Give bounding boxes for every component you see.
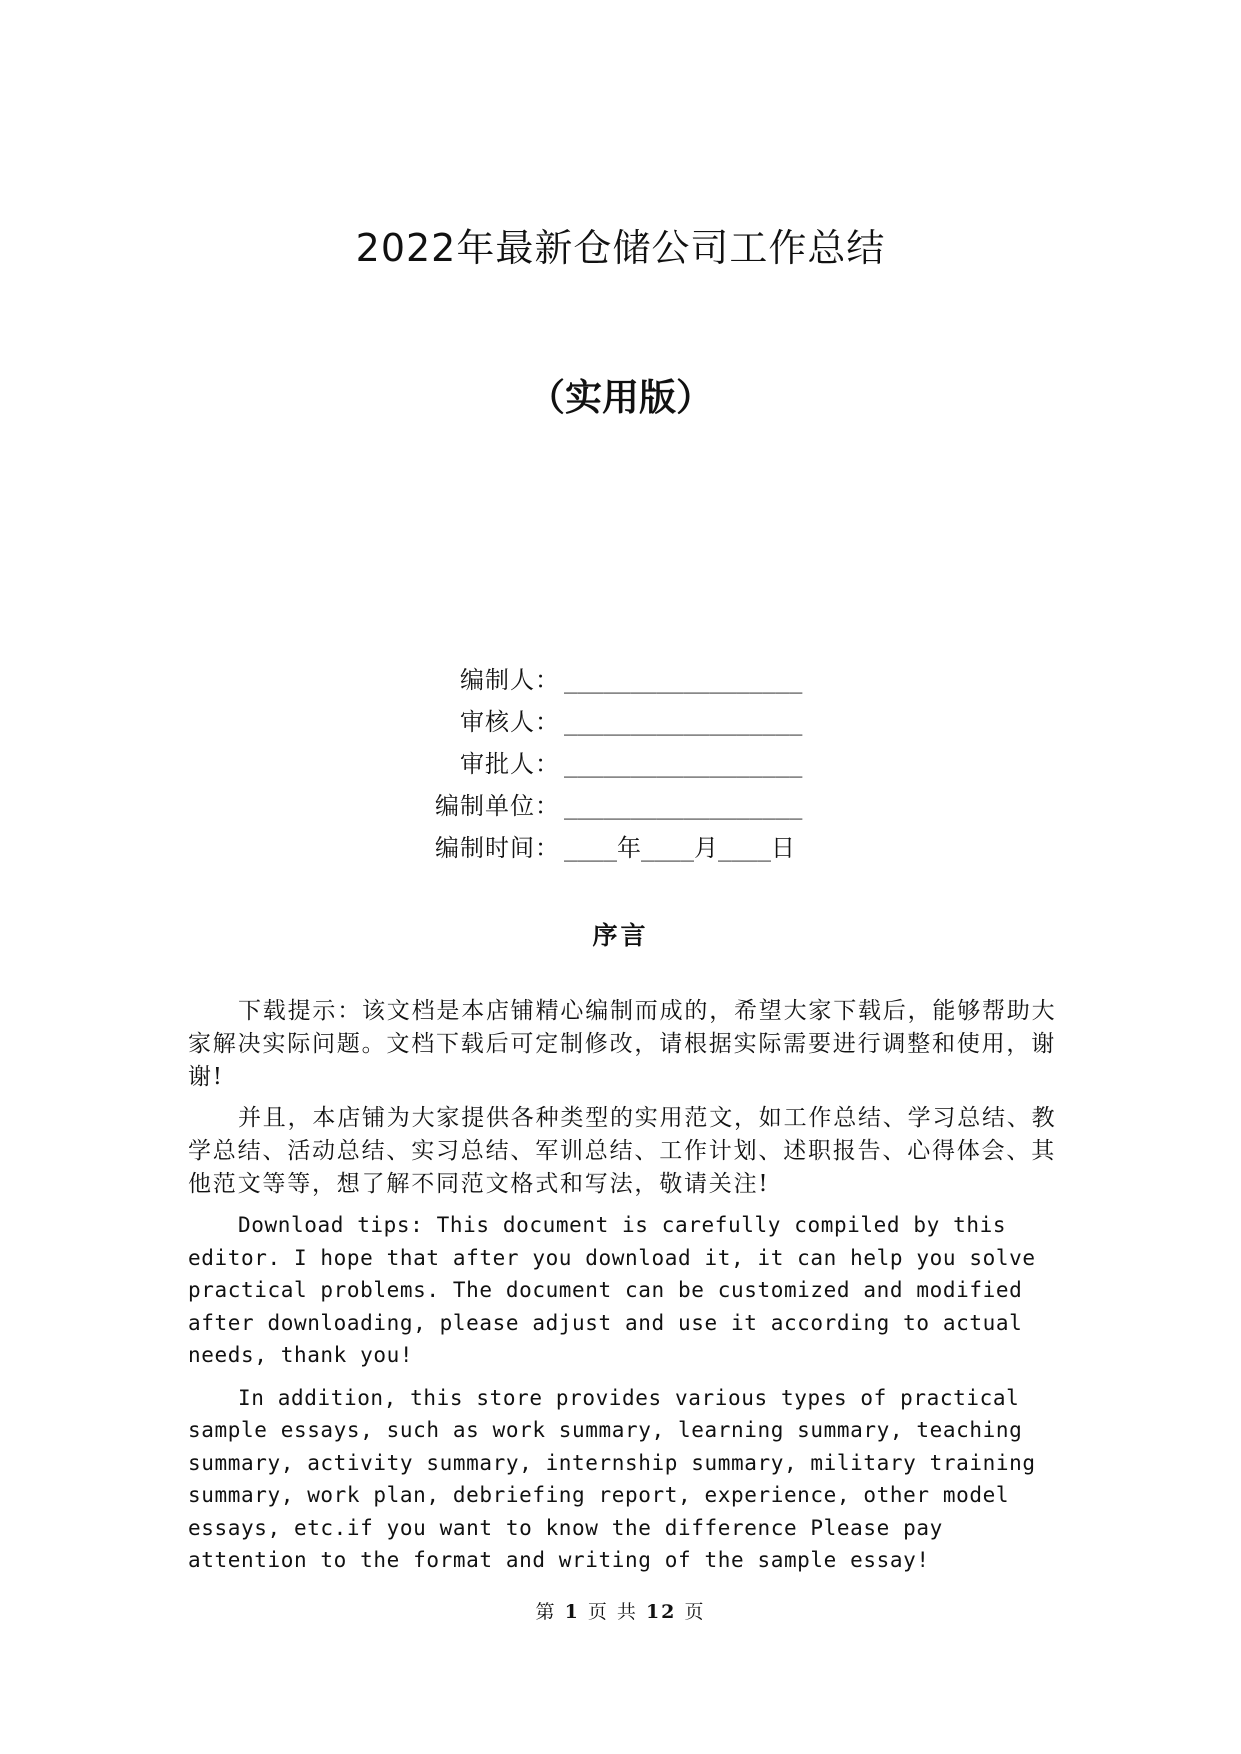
signoff-row-unit — [435, 786, 860, 828]
document-subtitle: （实用版） — [528, 376, 713, 419]
preface-paragraph-store-info-en: In addition, this store provides various types of practical sample essays, such as work summary, learning summary, teaching summary, activity summary, internship summary, military training summary, work plan, debriefing report, experience, other model essays, etc.if you want to know the difference Please pay attention to the format and writing of the sample essay! — [188, 1385, 1036, 1572]
unit-label: 编制单位： — [435, 792, 560, 820]
preface-paragraph-download-tip: 下载提示：该文档是本店铺精心编制而成的，希望大家下载后，能够帮助大家解决实际问题。文档下载后可定制修改，请根据实际需要进行调整和使用，谢谢! — [188, 998, 1057, 1090]
approver-line: __________________ — [564, 753, 803, 778]
compiler-line: __________________ — [564, 669, 803, 694]
preface-paragraph-store-info: 并且，本店铺为大家提供各种类型的实用范文，如工作总结、学习总结、教学总结、活动总结、实习总结、军训总结、工作计划、述职报告、心得体会、其他范文等等，想了解不同范文格式和写法，敬请关注! — [188, 1105, 1057, 1197]
signoff-block — [435, 660, 860, 870]
day-blank: ____ — [717, 837, 771, 862]
date-line — [564, 828, 795, 863]
month-blank: ____ — [640, 837, 694, 862]
unit-line: __________________ — [564, 795, 803, 820]
compiler-label: 编制人： — [460, 666, 560, 694]
footer-prefix: 第 — [535, 1601, 557, 1623]
reviewer-label: 审核人： — [460, 708, 560, 736]
preface-body — [188, 995, 1068, 1587]
current-page-number: 1 — [564, 1601, 580, 1623]
month-unit: 月 — [693, 834, 718, 862]
preface-heading: 序言 — [592, 921, 649, 950]
date-label: 编制时间： — [435, 834, 560, 862]
signoff-row-date — [435, 828, 860, 870]
signoff-row-approver — [440, 744, 860, 786]
page-footer — [0, 1597, 1241, 1624]
signoff-row-compiler — [440, 660, 860, 702]
document-title: 2022年最新仓储公司工作总结 — [355, 226, 886, 270]
year-blank: ____ — [564, 837, 617, 862]
total-page-count: 12 — [645, 1601, 677, 1623]
signoff-row-reviewer — [440, 702, 860, 744]
day-unit: 日 — [770, 834, 795, 862]
footer-suffix: 页 — [684, 1601, 706, 1623]
year-unit: 年 — [616, 834, 641, 862]
footer-middle: 页 共 — [587, 1601, 638, 1623]
preface-paragraph-download-tip-en: Download tips: This document is carefully compiled by this editor. I hope that after you download it, it can help you solve practical problems. The document can be customized and modified after downloading, please adjust and use it according to actual needs, thank you! — [188, 1213, 1036, 1367]
approver-label: 审批人： — [460, 750, 560, 778]
reviewer-line: __________________ — [564, 711, 803, 736]
